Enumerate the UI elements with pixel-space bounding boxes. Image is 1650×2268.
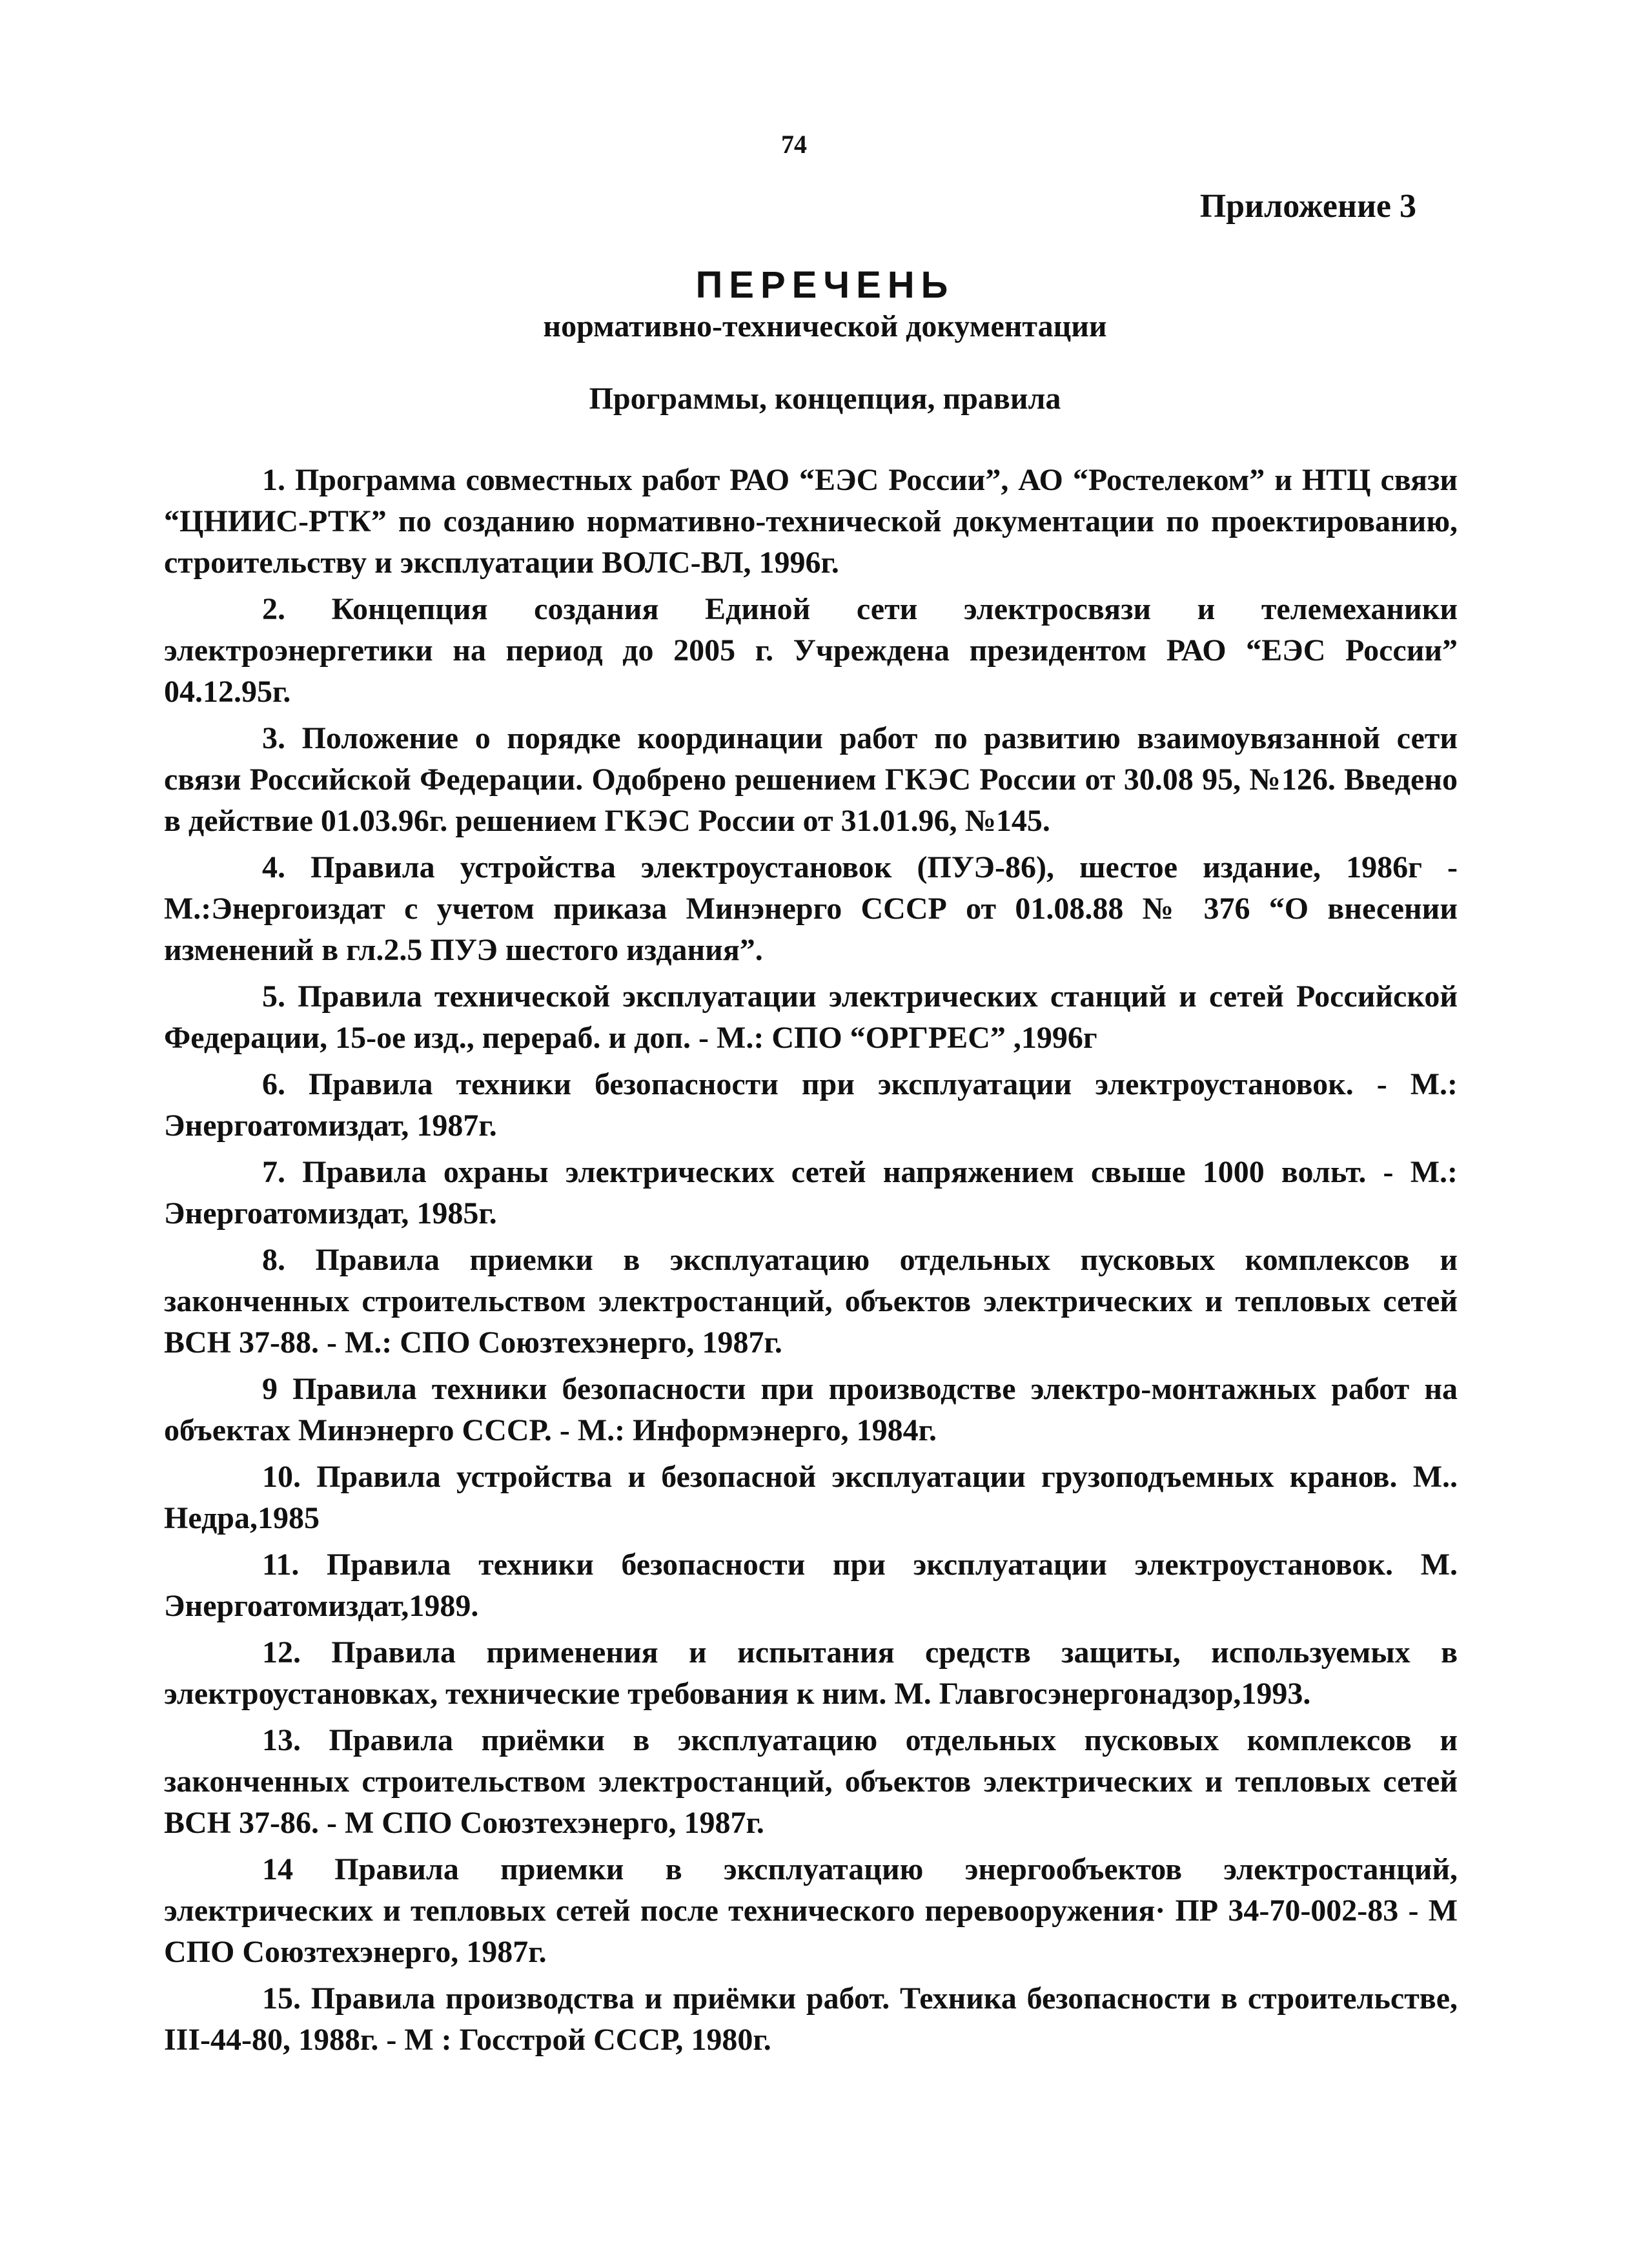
list-item: 5. Правила технической эксплуатации электрических станций и сетей Российской Федерации, 15-ое изд., перераб. и доп. - М.: СПО “ОРГРЕС” ,1996г — [164, 979, 1458, 1055]
appendix-label: Приложение 3 — [1199, 188, 1416, 225]
document-subtitle: нормативно-технической документации — [543, 309, 1107, 343]
list-item: 2. Концепция создания Единой сети электросвязи и телемеханики электроэнергетики на период до 2005 г. Учреждена президентом РАО “ЕЭС России” 04.12.95г. — [164, 592, 1458, 709]
list-item: 7. Правила охраны электрических сетей напряжением свыше 1000 вольт. - М.: Энергоатомиздат, 1985г. — [164, 1155, 1458, 1231]
list-item: 10. Правила устройства и безопасной эксплуатации грузоподъемных кранов. М.. Недра,1985 — [164, 1460, 1458, 1535]
list-item: 1. Программа совместных работ РАО “ЕЭС России”, АО “Ростелеком” и НТЦ связи “ЦНИИС-РТК” по созданию нормативно-технической документации по проектированию, строительству и эксплуатации ВОЛС-ВЛ, 1996г. — [164, 463, 1458, 580]
list-item: 8. Правила приемки в эксплуатацию отдельных пусковых комплексов и законченных строительством электростанций, объектов электрических и тепловых сетей ВСН 37-88. - М.: СПО Союзтехэнерго, 1987г. — [164, 1243, 1458, 1360]
list-item: 15. Правила производства и приёмки работ. Техника безопасности в строительстве, III-44-80, 1988г. - М : Госстрой СССР, 1980г. — [164, 1981, 1458, 2057]
list-item: 14 Правила приемки в эксплуатацию энергообъектов электростанций, электрических и тепловых сетей после технического перевооружения· ПР 34-70-002-83 - М СПО Союзтехэнерго, 1987г. — [164, 1852, 1458, 1969]
document-list — [164, 460, 1458, 2066]
list-item: 3. Положение о порядке координации работ по развитию взаимоувязанной сети связи Российской Федерации. Одобрено решением ГКЭС России от 30.08 95, №126. Введено в действие 01.03.96г. решением ГКЭС России от 31.01.96, №145. — [164, 721, 1458, 838]
list-item: 13. Правила приёмки в эксплуатацию отдельных пусковых комплексов и законченных строительством электростанций, объектов электрических и тепловых сетей ВСН 37-86. - М СПО Союзтехэнерго, 1987г. — [164, 1723, 1458, 1840]
section-heading: Программы, концепция, правила — [589, 382, 1061, 416]
page-number: 74 — [781, 130, 807, 159]
list-item: 4. Правила устройства электроустановок (ПУЭ-86), шестое издание, 1986г - М.:Энергоиздат с учетом приказа Минэнерго СССР от 01.08.88 № 376 “О внесении изменений в гл.2.5 ПУЭ шестого издания”. — [164, 850, 1458, 967]
list-item: 6. Правила техники безопасности при эксплуатации электроустановок. - М.: Энергоатомиздат, 1987г. — [164, 1067, 1458, 1143]
document-title: ПЕРЕЧЕНЬ — [695, 264, 955, 306]
list-item: 12. Правила применения и испытания средств защиты, используемых в электроустановках, технические требования к ним. М. Главгосэнергонадзор,1993. — [164, 1635, 1458, 1711]
list-item: 11. Правила техники безопасности при эксплуатации электроустановок. М. Энергоатомиздат,1989. — [164, 1548, 1458, 1623]
list-item: 9 Правила техники безопасности при производстве электро-монтажных работ на объектах Минэнерго СССР. - М.: Информэнерго, 1984г. — [164, 1372, 1458, 1447]
